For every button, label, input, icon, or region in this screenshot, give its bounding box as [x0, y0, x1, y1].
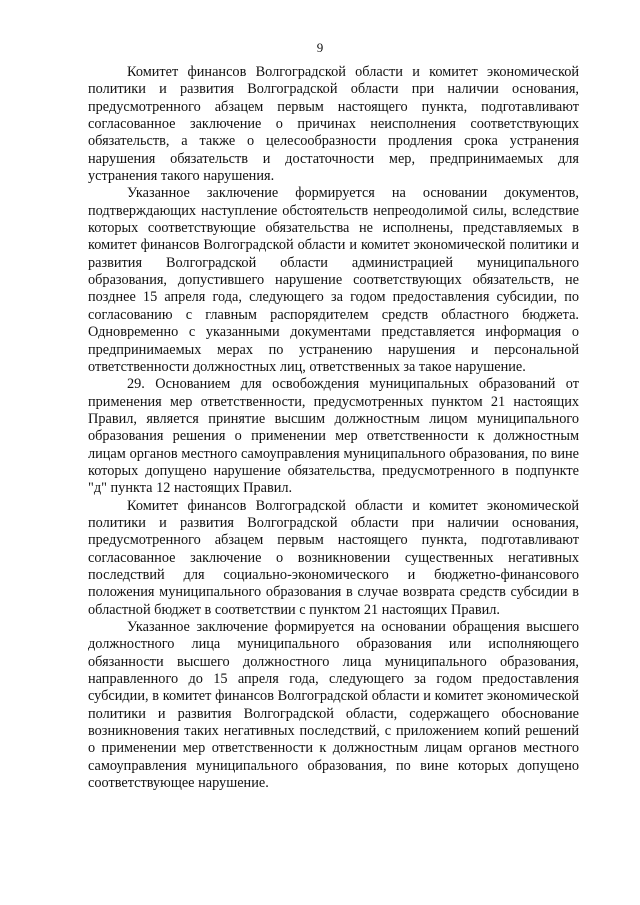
- document-body: [88, 64, 579, 792]
- paragraph-negative-consequences: Комитет финансов Волгоградской области и комитет экономической политики и развития Волгоградской области при наличии основания, предусмотренного абзацем первым настоящего пункта, подготавливают согласованное заключение о возникновении существенных негативных последствий для социально-экономического и бюджетно-финансового положения муниципального образования в случае возврата средств субсидии в областной бюджет в соответствии с пунктом 21 настоящих Правил.: [88, 497, 579, 618]
- paragraph-force-majeure-documents: Указанное заключение формируется на основании документов, подтверждающих наступление обстоятельств непреодолимой силы, вследствие которых соответствующие обязательства не исполнены, представляемых в комитет финансов Волгоградской области и комитет экономической политики и развития Волгоградской области администрацией муниципального образования, допустившего нарушение соответствующих обязательств, не позднее 15 апреля года, следующего за годом предоставления субсидии, по согласованию с главным распорядителем средств областного бюджета. Одновременно с указанными документами представляется информация о предпринимаемых мерах по устранению нарушения и персональной ответственности должностных лиц, ответственных за такое нарушение.: [88, 185, 579, 375]
- page-number: 9: [316, 40, 324, 55]
- paragraph-official-appeal: Указанное заключение формируется на основании обращения высшего должностного лица муниципального образования или исполняющего обязанности высшего должностного лица муниципального образования, направленного до 15 апреля года, следующего за годом предоставления субсидии, в комитет финансов Волгоградской области и комитет экономической политики и развития Волгоградской области, содержащего обоснование возникновения таких негативных последствий, с приложением копий решений о применении мер ответственности к должностным лицам органов местного самоуправления муниципального образования, по вине которых допущено соответствующее нарушение.: [88, 619, 579, 792]
- paragraph-item-29: 29. Основанием для освобождения муниципальных образований от применения мер ответственности, предусмотренных пунктом 21 настоящих Правил, является принятие высшим должностным лицом муниципального образования решения о применении мер ответственности к должностным лицам органов местного самоуправления муниципального образования, по вине которых допущено нарушение обязательства, предусмотренного в подпункте "д" пункта 12 настоящих Правил.: [88, 376, 579, 497]
- paragraph-committee-conclusion: Комитет финансов Волгоградской области и комитет экономической политики и развития Волгоградской области при наличии основания, предусмотренного абзацем первым настоящего пункта, подготавливают согласованное заключение о причинах неисполнения соответствующих обязательств, а также о целесообразности продления срока устранения нарушения обязательств и достаточности мер, предпринимаемых для устранения такого нарушения.: [88, 64, 579, 185]
